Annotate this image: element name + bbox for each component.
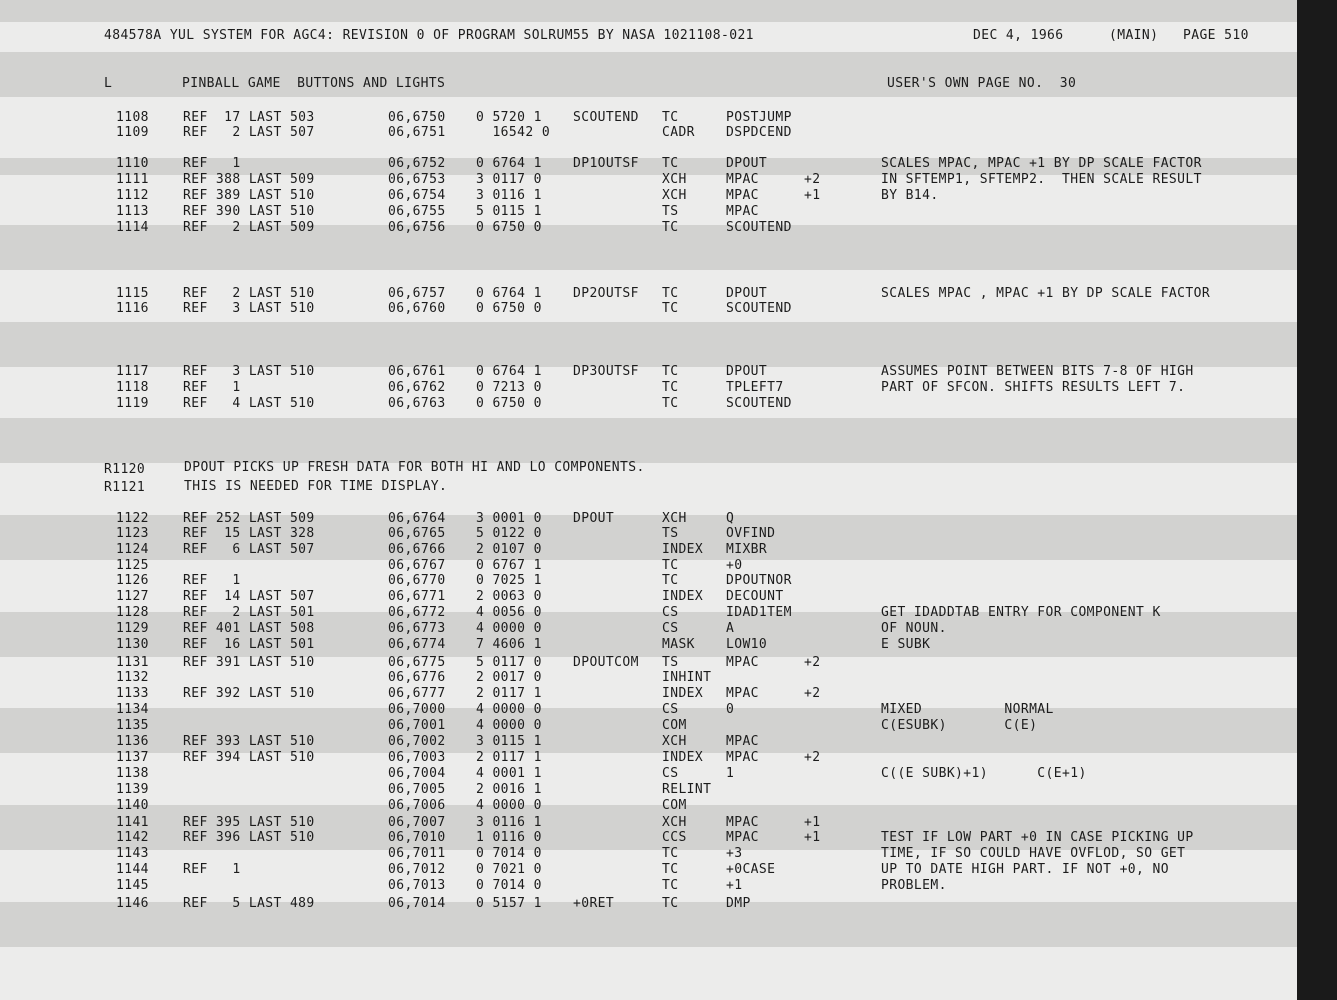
line-num: 1139: [116, 782, 149, 797]
line-ref: REF 252 LAST 509: [183, 511, 315, 526]
remark-text: DPOUT PICKS UP FRESH DATA FOR BOTH HI AND LO COMPONENTS.: [184, 460, 645, 475]
line-addr: 06,6763: [388, 396, 446, 411]
line-addr: 06,6773: [388, 621, 446, 636]
line-op: TC: [662, 862, 679, 877]
line-comment: GET IDADDTAB ENTRY FOR COMPONENT K: [881, 605, 1161, 620]
line-num: 1135: [116, 718, 149, 733]
listing-line: [0, 542, 1337, 558]
line-op: XCH: [662, 511, 687, 526]
listing-line: [0, 188, 1337, 204]
listing-line: [0, 655, 1337, 671]
line-op: TS: [662, 526, 679, 541]
line-operand: MPAC: [726, 815, 759, 830]
listing-line: [0, 156, 1337, 172]
listing-line: [0, 734, 1337, 750]
remark-text: THIS IS NEEDED FOR TIME DISPLAY.: [184, 479, 448, 494]
line-operand: +0: [726, 558, 743, 573]
line-addr: 06,6770: [388, 573, 446, 588]
listing-line: [0, 605, 1337, 621]
listing-line: [0, 558, 1337, 574]
line-op: TC: [662, 286, 679, 301]
line-ref: REF 396 LAST 510: [183, 830, 315, 845]
line-op: INDEX: [662, 750, 704, 765]
line-op: RELINT: [662, 782, 712, 797]
line-code: 0 5157 1: [476, 896, 542, 911]
line-label: DP3OUTSF: [573, 364, 639, 379]
line-op: COM: [662, 718, 687, 733]
line-addr: 06,7007: [388, 815, 446, 830]
line-ref: REF 390 LAST 510: [183, 204, 315, 219]
listing-line: [0, 125, 1337, 141]
line-code: 2 0017 0: [476, 670, 542, 685]
line-code: 4 0000 0: [476, 798, 542, 813]
line-num: 1143: [116, 846, 149, 861]
line-ref: REF 14 LAST 507: [183, 589, 315, 604]
line-comment: ASSUMES POINT BETWEEN BITS 7-8 OF HIGH: [881, 364, 1194, 379]
line-op: TC: [662, 110, 679, 125]
line-code: 0 6750 0: [476, 301, 542, 316]
line-operand: MPAC: [726, 172, 759, 187]
listing-line: [0, 862, 1337, 878]
line-op: TC: [662, 380, 679, 395]
line-comment: BY B14.: [881, 188, 939, 203]
line-addr: 06,6752: [388, 156, 446, 171]
line-ref: REF 1: [183, 862, 241, 877]
line-num: 1118: [116, 380, 149, 395]
line-addr: 06,7011: [388, 846, 446, 861]
listing-line: [0, 766, 1337, 782]
line-op: XCH: [662, 734, 687, 749]
line-op: TS: [662, 204, 679, 219]
line-ref: REF 6 LAST 507: [183, 542, 315, 557]
line-operand: MPAC: [726, 686, 759, 701]
line-code: 0 6750 0: [476, 396, 542, 411]
line-comment: SCALES MPAC, MPAC +1 BY DP SCALE FACTOR: [881, 156, 1202, 171]
listing-line: [0, 702, 1337, 718]
line-label: +0RET: [573, 896, 615, 911]
line-addr: 06,6771: [388, 589, 446, 604]
listing-line: [0, 621, 1337, 637]
line-label: DPOUTCOM: [573, 655, 639, 670]
line-mod: +1: [804, 188, 821, 203]
listing-line: [0, 878, 1337, 894]
line-num: 1117: [116, 364, 149, 379]
line-op: TC: [662, 220, 679, 235]
line-ref: REF 401 LAST 508: [183, 621, 315, 636]
line-op: CS: [662, 702, 679, 717]
remark-number: R1120: [104, 462, 146, 477]
line-op: TC: [662, 846, 679, 861]
line-addr: 06,6762: [388, 380, 446, 395]
line-operand: MPAC: [726, 188, 759, 203]
line-op: MASK: [662, 637, 695, 652]
line-num: 1137: [116, 750, 149, 765]
line-code: 0 7014 0: [476, 878, 542, 893]
line-ref: REF 4 LAST 510: [183, 396, 315, 411]
line-op: XCH: [662, 815, 687, 830]
header-section: (MAIN): [1109, 28, 1159, 43]
line-ref: REF 1: [183, 573, 241, 588]
line-mod: +2: [804, 655, 821, 670]
line-addr: 06,7013: [388, 878, 446, 893]
line-num: 1110: [116, 156, 149, 171]
line-num: 1130: [116, 637, 149, 652]
line-num: 1134: [116, 702, 149, 717]
line-ref: REF 2 LAST 509: [183, 220, 315, 235]
line-op: TS: [662, 655, 679, 670]
line-ref: REF 393 LAST 510: [183, 734, 315, 749]
line-code: 0 7014 0: [476, 846, 542, 861]
line-addr: 06,6753: [388, 172, 446, 187]
line-addr: 06,7004: [388, 766, 446, 781]
line-operand: 1: [726, 766, 735, 781]
line-operand: MPAC: [726, 750, 759, 765]
line-ref: REF 2 LAST 507: [183, 125, 315, 140]
line-operand: MPAC: [726, 830, 759, 845]
line-code: 0 7213 0: [476, 380, 542, 395]
line-addr: 06,6755: [388, 204, 446, 219]
line-code: 4 0000 0: [476, 718, 542, 733]
line-operand: DECOUNT: [726, 589, 784, 604]
line-num: 1132: [116, 670, 149, 685]
line-op: TC: [662, 156, 679, 171]
line-addr: 06,6765: [388, 526, 446, 541]
line-num: 1113: [116, 204, 149, 219]
header-date: DEC 4, 1966: [973, 28, 1064, 43]
line-num: 1129: [116, 621, 149, 636]
line-operand: POSTJUMP: [726, 110, 792, 125]
line-ref: REF 392 LAST 510: [183, 686, 315, 701]
line-code: 3 0117 0: [476, 172, 542, 187]
line-num: 1119: [116, 396, 149, 411]
line-comment: TIME, IF SO COULD HAVE OVFLOD, SO GET: [881, 846, 1186, 861]
line-num: 1133: [116, 686, 149, 701]
listing-line: [0, 798, 1337, 814]
listing-line: [0, 686, 1337, 702]
header-page: PAGE 510: [1183, 28, 1249, 43]
line-code: 5 0117 0: [476, 655, 542, 670]
line-addr: 06,6761: [388, 364, 446, 379]
line-ref: REF 391 LAST 510: [183, 655, 315, 670]
line-ref: REF 5 LAST 489: [183, 896, 315, 911]
line-comment: MIXED NORMAL: [881, 702, 1054, 717]
line-operand: SCOUTEND: [726, 220, 792, 235]
line-addr: 06,7014: [388, 896, 446, 911]
line-code: 0 6767 1: [476, 558, 542, 573]
line-num: 1138: [116, 766, 149, 781]
line-ref: REF 1: [183, 380, 241, 395]
line-num: 1128: [116, 605, 149, 620]
listing-line: [0, 364, 1337, 380]
remark-number: R1121: [104, 480, 146, 495]
line-comment: C(ESUBK) C(E): [881, 718, 1038, 733]
line-code: 7 4606 1: [476, 637, 542, 652]
line-num: 1123: [116, 526, 149, 541]
line-op: TC: [662, 896, 679, 911]
line-op: CS: [662, 766, 679, 781]
line-code: 0 6764 1: [476, 364, 542, 379]
line-op: INDEX: [662, 686, 704, 701]
line-code: 5 0115 1: [476, 204, 542, 219]
line-mod: +1: [804, 830, 821, 845]
listing-line: [0, 220, 1337, 236]
line-num: 1112: [116, 188, 149, 203]
line-mod: +2: [804, 172, 821, 187]
line-comment: OF NOUN.: [881, 621, 947, 636]
listing-line: [0, 172, 1337, 188]
line-op: CS: [662, 605, 679, 620]
line-addr: 06,6756: [388, 220, 446, 235]
listing-line: [0, 830, 1337, 846]
line-comment: C((E SUBK)+1) C(E+1): [881, 766, 1087, 781]
line-operand: Q: [726, 511, 735, 526]
line-code: 4 0056 0: [476, 605, 542, 620]
line-op: TC: [662, 364, 679, 379]
line-op: XCH: [662, 188, 687, 203]
line-addr: 06,6757: [388, 286, 446, 301]
listing-line: [0, 511, 1337, 527]
line-label: DP2OUTSF: [573, 286, 639, 301]
listing-line: [0, 396, 1337, 412]
line-label: DPOUT: [573, 511, 615, 526]
listing-line: [0, 204, 1337, 220]
line-num: 1125: [116, 558, 149, 573]
line-num: 1127: [116, 589, 149, 604]
line-addr: 06,6776: [388, 670, 446, 685]
line-operand: MPAC: [726, 655, 759, 670]
line-num: 1124: [116, 542, 149, 557]
line-operand: 0: [726, 702, 735, 717]
line-op: COM: [662, 798, 687, 813]
line-operand: MIXBR: [726, 542, 768, 557]
line-code: 2 0107 0: [476, 542, 542, 557]
listing-line: [0, 815, 1337, 831]
line-code: 5 0122 0: [476, 526, 542, 541]
line-addr: 06,7001: [388, 718, 446, 733]
line-code: 0 6750 0: [476, 220, 542, 235]
line-num: 1122: [116, 511, 149, 526]
line-addr: 06,6764: [388, 511, 446, 526]
line-code: 2 0063 0: [476, 589, 542, 604]
line-addr: 06,6760: [388, 301, 446, 316]
line-addr: 06,6766: [388, 542, 446, 557]
line-num: 1115: [116, 286, 149, 301]
listing-line: [0, 670, 1337, 686]
listing-line: [0, 526, 1337, 542]
line-num: 1140: [116, 798, 149, 813]
line-addr: 06,6777: [388, 686, 446, 701]
line-num: 1142: [116, 830, 149, 845]
line-operand: OVFIND: [726, 526, 776, 541]
line-code: 3 0115 1: [476, 734, 542, 749]
listing-line: [0, 896, 1337, 912]
line-operand: A: [726, 621, 735, 636]
line-op: TC: [662, 301, 679, 316]
listing-line: [0, 782, 1337, 798]
line-num: 1144: [116, 862, 149, 877]
line-op: INDEX: [662, 589, 704, 604]
line-operand: DPOUT: [726, 364, 768, 379]
line-addr: 06,6754: [388, 188, 446, 203]
line-comment: SCALES MPAC , MPAC +1 BY DP SCALE FACTOR: [881, 286, 1211, 301]
line-addr: 06,6775: [388, 655, 446, 670]
line-code: 16542 0: [476, 125, 551, 140]
line-addr: 06,6751: [388, 125, 446, 140]
line-addr: 06,6767: [388, 558, 446, 573]
line-code: 2 0117 1: [476, 750, 542, 765]
line-operand: DMP: [726, 896, 751, 911]
line-comment: UP TO DATE HIGH PART. IF NOT +0, NO: [881, 862, 1169, 877]
line-num: 1141: [116, 815, 149, 830]
line-addr: 06,6772: [388, 605, 446, 620]
line-ref: REF 2 LAST 501: [183, 605, 315, 620]
line-mod: +2: [804, 686, 821, 701]
subheader-title: PINBALL GAME BUTTONS AND LIGHTS: [182, 76, 446, 91]
listing-line: [0, 750, 1337, 766]
line-operand: TPLEFT7: [726, 380, 784, 395]
listing-line: [0, 589, 1337, 605]
line-op: TC: [662, 573, 679, 588]
line-label: SCOUTEND: [573, 110, 639, 125]
header-job: 484578A YUL SYSTEM FOR AGC4: REVISION 0 OF PROGRAM SOLRUM55 BY NASA 1021108-021: [104, 28, 754, 43]
line-operand: DPOUT: [726, 286, 768, 301]
line-num: 1131: [116, 655, 149, 670]
line-addr: 06,7012: [388, 862, 446, 877]
listing-line: [0, 301, 1337, 317]
listing-line: [0, 846, 1337, 862]
line-num: 1136: [116, 734, 149, 749]
line-ref: REF 16 LAST 501: [183, 637, 315, 652]
listing-line: [0, 718, 1337, 734]
subheader-marker: L: [104, 76, 113, 91]
line-addr: 06,7000: [388, 702, 446, 717]
line-operand: LOW10: [726, 637, 768, 652]
line-code: 1 0116 0: [476, 830, 542, 845]
line-ref: REF 395 LAST 510: [183, 815, 315, 830]
line-operand: IDAD1TEM: [726, 605, 792, 620]
line-num: 1111: [116, 172, 149, 187]
line-op: XCH: [662, 172, 687, 187]
line-operand: +3: [726, 846, 743, 861]
line-addr: 06,6750: [388, 110, 446, 125]
line-operand: MPAC: [726, 204, 759, 219]
line-code: 0 7021 0: [476, 862, 542, 877]
users-page-number: USER'S OWN PAGE NO. 30: [887, 76, 1077, 91]
line-addr: 06,6774: [388, 637, 446, 652]
line-code: 0 7025 1: [476, 573, 542, 588]
line-num: 1108: [116, 110, 149, 125]
line-ref: REF 388 LAST 509: [183, 172, 315, 187]
line-code: 4 0001 1: [476, 766, 542, 781]
line-operand: +0CASE: [726, 862, 776, 877]
line-ref: REF 394 LAST 510: [183, 750, 315, 765]
line-label: DP1OUTSF: [573, 156, 639, 171]
line-addr: 06,7002: [388, 734, 446, 749]
line-code: 4 0000 0: [476, 621, 542, 636]
line-operand: +1: [726, 878, 743, 893]
line-num: 1114: [116, 220, 149, 235]
line-comment: TEST IF LOW PART +0 IN CASE PICKING UP: [881, 830, 1194, 845]
line-op: TC: [662, 558, 679, 573]
line-operand: SCOUTEND: [726, 301, 792, 316]
listing-line: [0, 637, 1337, 653]
line-ref: REF 1: [183, 156, 241, 171]
listing-line: [0, 573, 1337, 589]
line-addr: 06,7006: [388, 798, 446, 813]
line-code: 3 0001 0: [476, 511, 542, 526]
line-operand: DSPDCEND: [726, 125, 792, 140]
line-operand: SCOUTEND: [726, 396, 792, 411]
line-num: 1116: [116, 301, 149, 316]
line-code: 2 0117 1: [476, 686, 542, 701]
line-ref: REF 3 LAST 510: [183, 301, 315, 316]
line-op: INHINT: [662, 670, 712, 685]
line-addr: 06,7010: [388, 830, 446, 845]
line-num: 1146: [116, 896, 149, 911]
line-code: 4 0000 0: [476, 702, 542, 717]
line-code: 0 6764 1: [476, 156, 542, 171]
line-ref: REF 15 LAST 328: [183, 526, 315, 541]
line-operand: MPAC: [726, 734, 759, 749]
line-num: 1109: [116, 125, 149, 140]
line-code: 3 0116 1: [476, 815, 542, 830]
listing-line: [0, 110, 1337, 126]
line-addr: 06,7003: [388, 750, 446, 765]
line-ref: REF 17 LAST 503: [183, 110, 315, 125]
line-comment: E SUBK: [881, 637, 931, 652]
line-mod: +1: [804, 815, 821, 830]
line-op: TC: [662, 878, 679, 893]
line-addr: 06,7005: [388, 782, 446, 797]
line-op: CADR: [662, 125, 695, 140]
listing-line: [0, 380, 1337, 396]
line-num: 1126: [116, 573, 149, 588]
line-num: 1145: [116, 878, 149, 893]
line-comment: PROBLEM.: [881, 878, 947, 893]
line-code: 0 6764 1: [476, 286, 542, 301]
line-comment: IN SFTEMP1, SFTEMP2. THEN SCALE RESULT: [881, 172, 1202, 187]
line-ref: REF 389 LAST 510: [183, 188, 315, 203]
line-code: 2 0016 1: [476, 782, 542, 797]
line-operand: DPOUT: [726, 156, 768, 171]
line-code: 0 5720 1: [476, 110, 542, 125]
line-ref: REF 3 LAST 510: [183, 364, 315, 379]
line-op: INDEX: [662, 542, 704, 557]
line-op: CCS: [662, 830, 687, 845]
line-op: TC: [662, 396, 679, 411]
line-op: CS: [662, 621, 679, 636]
listing-line: [0, 286, 1337, 302]
line-ref: REF 2 LAST 510: [183, 286, 315, 301]
line-comment: PART OF SFCON. SHIFTS RESULTS LEFT 7.: [881, 380, 1186, 395]
line-code: 3 0116 1: [476, 188, 542, 203]
line-mod: +2: [804, 750, 821, 765]
line-operand: DPOUTNOR: [726, 573, 792, 588]
